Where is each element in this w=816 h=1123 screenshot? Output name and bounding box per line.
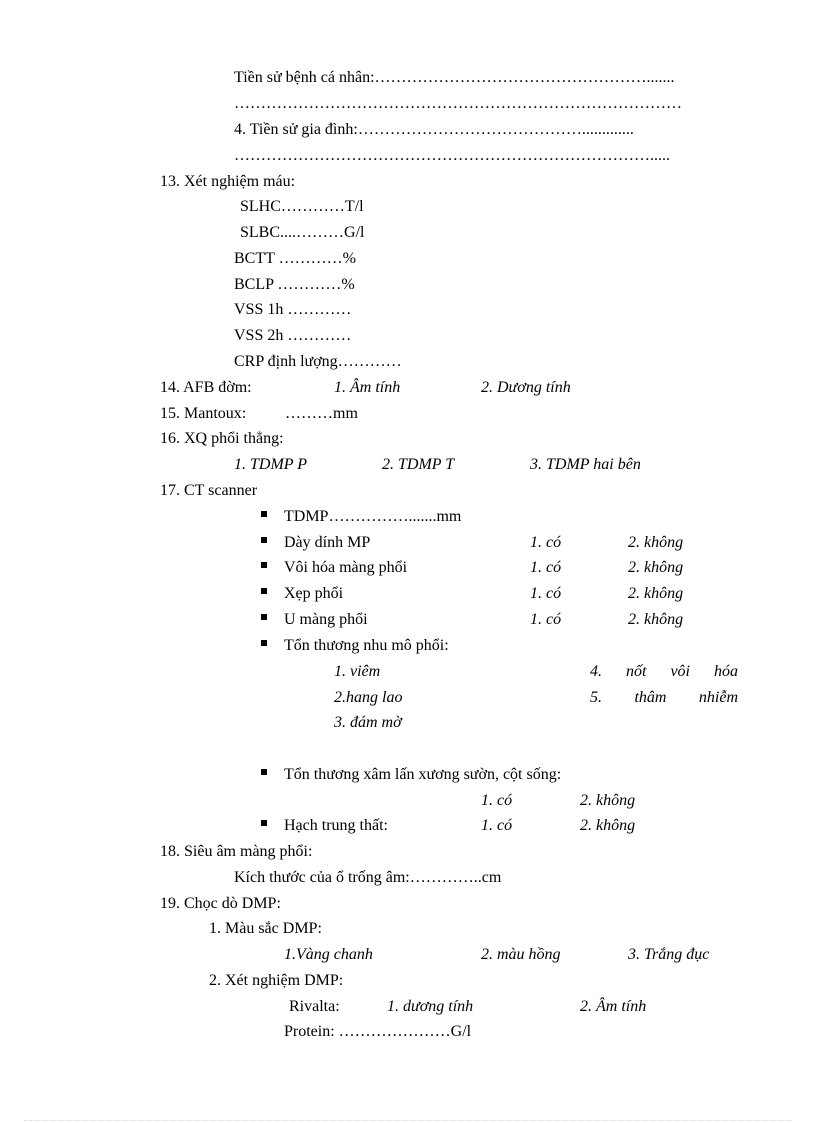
afb-option-negative: 1. Âm tính xyxy=(334,379,401,396)
ct-row-yes: 1. có xyxy=(530,559,562,576)
lesion-option-2: 2.hang lao xyxy=(334,689,403,706)
section-16-title: 16. XQ phổi thẳng: xyxy=(160,430,284,447)
bullet-marker xyxy=(261,769,267,775)
bullet-marker xyxy=(261,588,267,594)
xray-option-left: 2. TDMP T xyxy=(382,456,455,473)
ct-row-label: Xẹp phổi xyxy=(284,585,344,602)
ct-row-label: Dày dính MP xyxy=(284,534,371,551)
blood-test-bclp: BCLP …………% xyxy=(234,276,355,293)
section-17-title: 17. CT scanner xyxy=(160,482,258,499)
blood-test-slbc: SLBC....………G/l xyxy=(240,224,365,241)
personal-history-dots: ……………………………………………....... xyxy=(374,69,675,86)
ct-lesion-label: Tổn thương nhu mô phổi: xyxy=(284,637,449,654)
puncture-color-label: 1. Màu sắc DMP: xyxy=(209,920,322,937)
color-option-1: 1.Vàng chanh xyxy=(284,946,373,963)
color-option-2: 2. màu hồng xyxy=(481,946,561,963)
section-13-title: 13. Xét nghiệm máu: xyxy=(160,173,296,190)
family-history-label: 4. Tiền sử gia đình: xyxy=(234,121,358,138)
family-history-line xyxy=(234,120,634,140)
bullet-marker xyxy=(261,537,267,543)
ct-row-label: U màng phổi xyxy=(284,611,368,628)
node-no: 2. không xyxy=(580,817,636,834)
personal-history-line xyxy=(234,68,675,88)
ct-node-label: Hạch trung thất: xyxy=(284,817,388,834)
ct-row-label: Vôi hóa màng phổi xyxy=(284,559,408,576)
blood-test-slhc: SLHC…………T/l xyxy=(240,198,364,215)
invasion-yes: 1. có xyxy=(481,792,513,809)
bullet-marker xyxy=(261,614,267,620)
color-option-3: 3. Trắng đục xyxy=(628,946,710,963)
lesion-option-5: 5. thâm nhiễm xyxy=(590,689,738,706)
blood-test-vss1h: VSS 1h ………… xyxy=(234,301,352,318)
ct-row-yes: 1. có xyxy=(530,534,562,551)
family-history-dots: ……………………………………............. xyxy=(357,121,634,138)
ct-row-no: 2. không xyxy=(628,534,684,551)
blood-test-bctt: BCTT …………% xyxy=(234,250,356,267)
section-18-title: 18. Siêu âm màng phổi: xyxy=(160,843,313,860)
ultrasound-size: Kích thước của ổ trống âm:…………..cm xyxy=(234,869,502,886)
bullet-marker xyxy=(261,562,267,568)
ct-row-no: 2. không xyxy=(628,585,684,602)
ct-row-yes: 1. có xyxy=(530,611,562,628)
family-history-dots-line: ……………………………………………………………………..... xyxy=(234,147,670,164)
page-bottom-rule xyxy=(24,1120,792,1121)
blood-test-vss2h: VSS 2h ………… xyxy=(234,327,352,344)
puncture-test-label: 2. Xét nghiệm DMP: xyxy=(209,972,344,989)
bullet-marker xyxy=(261,511,267,517)
bullet-marker xyxy=(261,820,267,826)
ct-tdmp: TDMP…………….......mm xyxy=(284,508,462,525)
ct-row-yes: 1. có xyxy=(530,585,562,602)
rivalta-option-positive: 1. dương tính xyxy=(387,998,474,1015)
mantoux-value: ………mm xyxy=(285,405,358,422)
lesion-option-1: 1. viêm xyxy=(334,663,381,680)
section-15-title: 15. Mantoux: xyxy=(160,405,247,422)
ct-row-no: 2. không xyxy=(628,611,684,628)
rivalta-label: Rivalta: xyxy=(289,998,340,1015)
blood-test-crp: CRP định lượng………… xyxy=(234,353,402,370)
ct-invasion-label: Tổn thương xâm lấn xương sườn, cột sống: xyxy=(284,766,562,783)
personal-history-dots-line: ………………………………………………………………………… xyxy=(234,95,682,112)
invasion-no: 2. không xyxy=(580,792,636,809)
bullet-marker xyxy=(261,640,267,646)
node-yes: 1. có xyxy=(481,817,513,834)
rivalta-option-negative: 2. Âm tính xyxy=(580,998,647,1015)
xray-option-right: 1. TDMP P xyxy=(234,456,308,473)
protein-value: Protein: …………………G/l xyxy=(284,1023,472,1040)
ct-row-no: 2. không xyxy=(628,559,684,576)
lesion-option-3: 3. đám mờ xyxy=(334,714,402,731)
section-14-title: 14. AFB đờm: xyxy=(160,379,252,396)
xray-option-both: 3. TDMP hai bên xyxy=(530,456,641,473)
afb-option-positive: 2. Dương tính xyxy=(481,379,571,396)
section-19-title: 19. Chọc dò DMP: xyxy=(160,895,281,912)
lesion-option-4: 4. nốt vôi hóa xyxy=(590,663,738,680)
personal-history-label: Tiền sử bệnh cá nhân: xyxy=(234,69,375,86)
